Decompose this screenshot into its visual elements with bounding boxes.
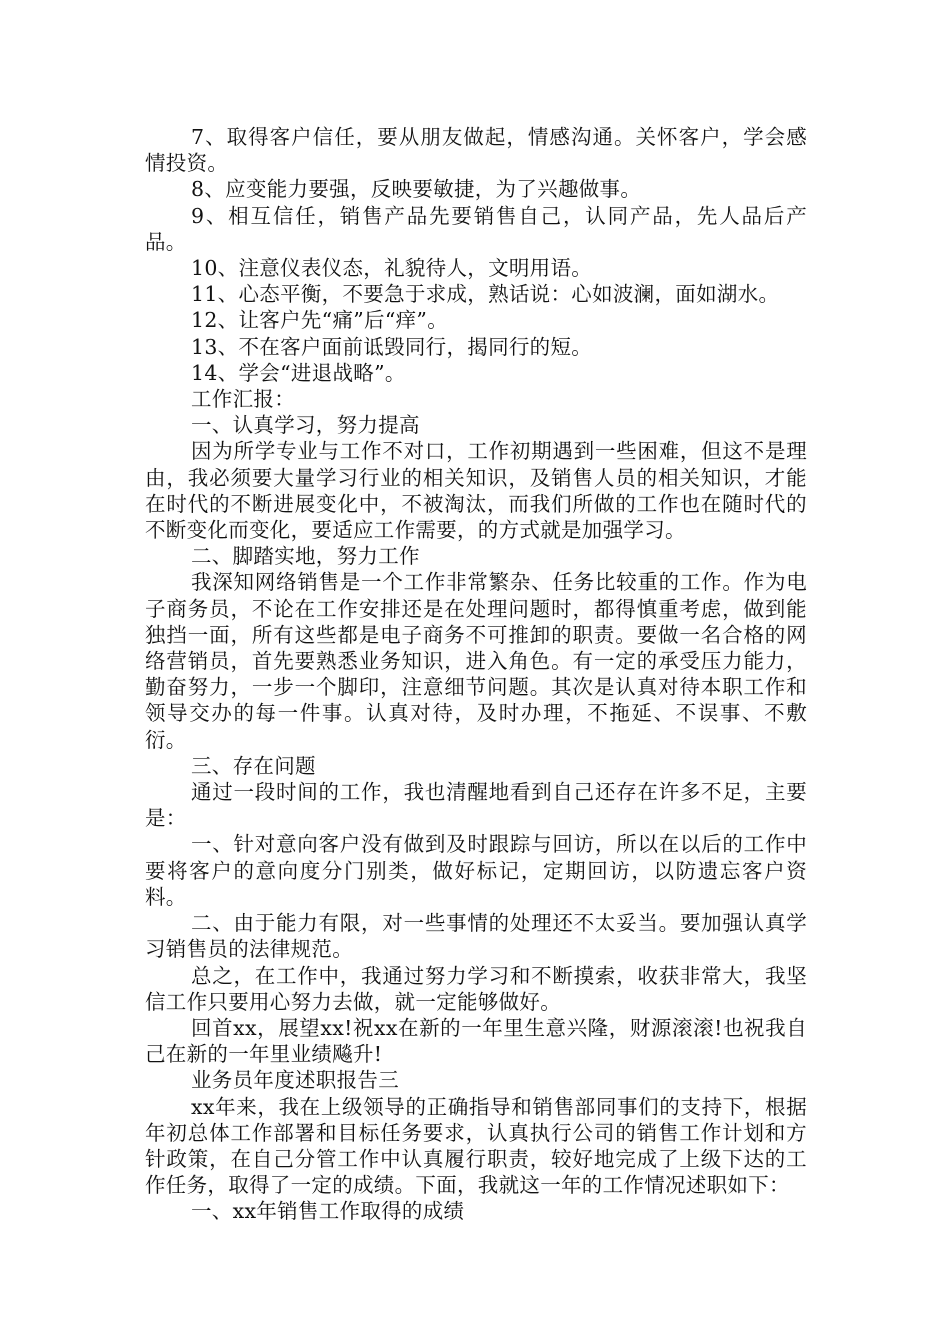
paragraph-work: 我深知网络销售是一个工作非常繁杂、任务比较重的工作。作为电子商务员，不论在工作安排还是在处理问题时，都得慎重考虑，做到能独挡一面，所有这些都是电子商务不可推卸的职责。要做一名合格的网络营销员，首先要熟悉业务知识，进入角色。有一定的承受压力能力，勤奋努力，一步一个脚印，注意细节问题。其次是认真对待本职工作和领导交办的每一件事。认真对待，及时办理，不拖延、不误事、不敷衍。 xyxy=(145,570,807,752)
report-title-three: 业务员年度述职报告三 xyxy=(191,1068,399,1093)
paragraph-item-9: 9、相互信任，销售产品先要销售自己，认同产品，先人品后产品。 xyxy=(145,203,807,254)
paragraph-problem-2: 二、由于能力有限，对一些事情的处理还不太妥当。要加强认真学习销售员的法律规范。 xyxy=(145,911,807,962)
subheading-problems: 三、存在问题 xyxy=(191,753,316,778)
paragraph-item-12: 12、让客户先“痛”后“痒”。 xyxy=(191,308,449,333)
paragraph-outlook: 回首xx，展望xx!祝xx在新的一年里生意兴隆，财源滚滚!也祝我自己在新的一年里业绩飚升! xyxy=(145,1015,807,1067)
paragraph-item-10: 10、注意仪表仪态，礼貌待人，文明用语。 xyxy=(191,256,593,281)
paragraph-problem-1: 一、针对意向客户没有做到及时跟踪与回访，所以在以后的工作中要将客户的意向度分门别类，做好标记，定期回访，以防遗忘客户资料。 xyxy=(145,832,807,909)
section-heading-work-report: 工作汇报： xyxy=(191,387,295,412)
paragraph-item-8: 8、应变能力要强，反映要敏捷，为了兴趣做事。 xyxy=(191,177,642,202)
paragraph-item-7: 7、取得客户信任，要从朋友做起，情感沟通。关怀客户，学会感情投资。 xyxy=(145,125,807,176)
paragraph-report-intro: xx年来，我在上级领导的正确指导和销售部同事们的支持下，根据年初总体工作部署和目标任务要求，认真执行公司的销售工作计划和方针政策，在自己分管工作中认真履行职责，较好地完成了上级下达的工作任务，取得了一定的成绩。下面，我就这一年的工作情况述职如下： xyxy=(145,1094,807,1198)
paragraph-item-13: 13、不在客户面前诋毁同行，揭同行的短。 xyxy=(191,334,593,359)
paragraph-summary: 总之，在工作中，我通过努力学习和不断摸索，收获非常大，我坚信工作只要用心努力去做，就一定能够做好。 xyxy=(145,963,807,1014)
subheading-study: 一、认真学习，努力提高 xyxy=(191,413,420,438)
subheading-work: 二、脚踏实地，努力工作 xyxy=(191,544,420,569)
paragraph-item-14: 14、学会“进退战略”。 xyxy=(191,360,406,385)
subheading-sales-results: 一、xx年销售工作取得的成绩 xyxy=(191,1199,465,1224)
document-body xyxy=(145,124,807,1225)
paragraph-problems-intro: 通过一段时间的工作，我也清醒地看到自己还存在许多不足，主要是： xyxy=(145,780,807,831)
paragraph-study: 因为所学专业与工作不对口，工作初期遇到一些困难，但这不是理由，我必须要大量学习行业的相关知识，及销售人员的相关知识，才能在时代的不断进展变化中，不被淘汰，而我们所做的工作也在随时代的不断变化而变化，要适应工作需要，的方式就是加强学习。 xyxy=(145,439,807,543)
paragraph-item-11: 11、心态平衡，不要急于求成，熟话说：心如波澜，面如湖水。 xyxy=(191,282,780,307)
